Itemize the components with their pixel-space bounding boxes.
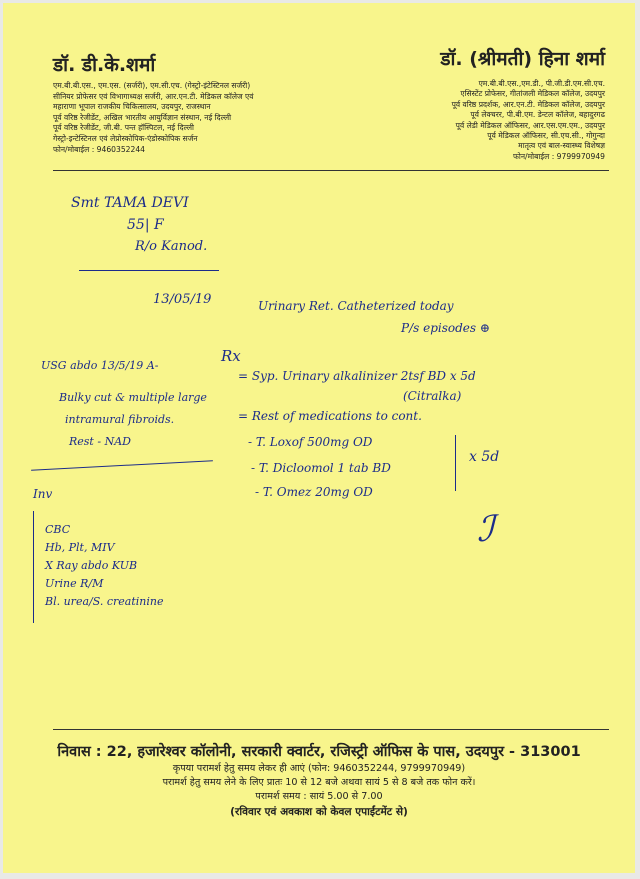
rx-item-2: = Rest of medications to cont. [238, 409, 422, 423]
footer-divider [53, 729, 609, 730]
investigations-bracket [33, 511, 34, 623]
doctor-right-degrees: एम.बी.बी.एस.,एम.डी., पी.जी.डी.एम.सी.एच. [478, 79, 605, 88]
usg-heading: USG abdo 13/5/19 A- [41, 359, 159, 372]
usg-finding-2: intramural fibroids. [65, 413, 175, 426]
clinical-note-2: P/s episodes ⊕ [401, 321, 490, 335]
rx-duration: x 5d [469, 449, 500, 465]
rx-item-1-brand: (Citralka) [403, 389, 462, 403]
doctor-left-specialty: गेस्ट्रो-इन्टेस्टिनल एवं लेप्रोस्कोपिक-एंडोस्कोपिक सर्जन [53, 133, 198, 143]
rx-bracket [455, 435, 456, 491]
doctor-right-specialty: मातृत्व एवं बाल-स्वास्थ्य विशेषज्ञ [518, 141, 605, 151]
doctor-signature: ℐ [477, 509, 494, 550]
investigation-5: Bl. urea/S. creatinine [45, 595, 164, 608]
doctor-right-position: एसिस्टेंट प्रोफेसर, गीतांजली मेडिकल कॉलेज, उदयपुर [460, 89, 605, 99]
footer-address: निवास : 22, हजारेश्वर कॉलोनी, सरकारी क्वार्टर, रजिस्ट्री ऑफिस के पास, उदयपुर - 313001 [57, 744, 581, 760]
visit-date: 13/05/19 [153, 292, 212, 307]
doctor-left-hospital: महाराणा भूपाल राजकीय चिकित्सालय, उदयपुर, राजस्थान [53, 102, 211, 112]
patient-residence: R/o Kanod. [135, 239, 208, 254]
patient-underline [79, 270, 219, 271]
header-divider [53, 170, 609, 171]
doctor-left-name: डॉ. डी.के.शर्मा [53, 54, 156, 76]
investigation-4: Urine R/M [45, 577, 104, 590]
rx-item-4: - T. Dicloomol 1 tab BD [251, 461, 391, 475]
doctor-left-header [53, 51, 313, 155]
usg-divider [31, 460, 213, 471]
prescription-page [3, 3, 635, 873]
rx-symbol: Rx [221, 347, 241, 365]
rx-item-5: - T. Omez 20mg OD [255, 485, 373, 499]
doctor-left-phone: फोन/मोबाईल : 9460352244 [53, 144, 145, 154]
clinical-note-1: Urinary Ret. Catheterized today [258, 299, 454, 313]
doctor-left-position: सीनियर प्रोफेसर एवं विभागाध्यक्ष सर्जरी, आर.एन.टी. मेडिकल कॉलेज एवं [53, 91, 254, 101]
doctor-right-past-2: पूर्व लेक्चरर, पी.बी.एम. डेन्टल कॉलेज, बहादुरगढ [470, 110, 605, 120]
rx-item-1: = Syp. Urinary alkalinizer 2tsf BD x 5d [238, 369, 476, 383]
usg-finding-1: Bulky cut & multiple large [59, 391, 207, 404]
doctor-left-degrees: एम.बी.बी.एस., एम.एस. (सर्जरी), एम.सी.एच. (गेस्ट्रो-इंटेस्टिनल सर्जरी) [53, 81, 251, 90]
footer-holiday-note: (रविवार एवं अवकाश को केवल एपाईंटमेंट से) [230, 806, 408, 818]
doctor-left-past-1: पूर्व वरिष्ठ रेजीडेंट, अखिल भारतीय आयुर्विज्ञान संस्थान, नई दिल्ली [53, 112, 232, 122]
doctor-right-past-3: पूर्व लेडी मेडिकल ऑफिसर, आर.एस.एम.एम., उदयपुर [455, 120, 605, 130]
doctor-left-past-2: पूर्व वरिष्ठ रेजीडेंट, जी.बी. पन्त हॉस्पिटल, नई दिल्ली [53, 123, 195, 133]
doctor-right-past-1: पूर्व वरिष्ठ प्रदर्शक, आर.एन.टी. मेडिकल कॉलेज, उदयपुर [451, 99, 605, 109]
doctor-right-name: डॉ. (श्रीमती) हिना शर्मा [440, 48, 605, 70]
patient-name: Smt TAMA DEVI [71, 195, 189, 211]
doctor-right-phone: फोन/मोबाईल : 9799970949 [513, 151, 605, 161]
investigation-2: Hb, Plt, MIV [45, 541, 115, 554]
investigation-1: CBC [45, 523, 71, 536]
footer-call-timing: परामर्श हेतु समय लेने के लिए प्रातः 10 से 12 बजे अथवा सायं 5 से 8 बजे तक फोन करें। [162, 777, 476, 788]
investigations-heading: Inv [33, 487, 53, 501]
doctor-right-header [370, 45, 605, 162]
doctor-right-past-4: पूर्व मेडिकल ऑफिसर, सी.एच.सी., गोगुन्दा [487, 131, 605, 141]
patient-age-sex: 55| F [127, 217, 164, 233]
rx-item-3: - T. Loxof 500mg OD [248, 435, 373, 449]
footer-consultation-time: परामर्श समय : सायं 5.00 से 7.00 [255, 791, 383, 802]
investigation-3: X Ray abdo KUB [45, 559, 138, 572]
footer-appointment-note: कृपया परामर्श हेतु समय लेकर ही आएं (फोन: 9460352244, 9799970949) [172, 763, 466, 774]
usg-finding-3: Rest - NAD [69, 435, 131, 448]
